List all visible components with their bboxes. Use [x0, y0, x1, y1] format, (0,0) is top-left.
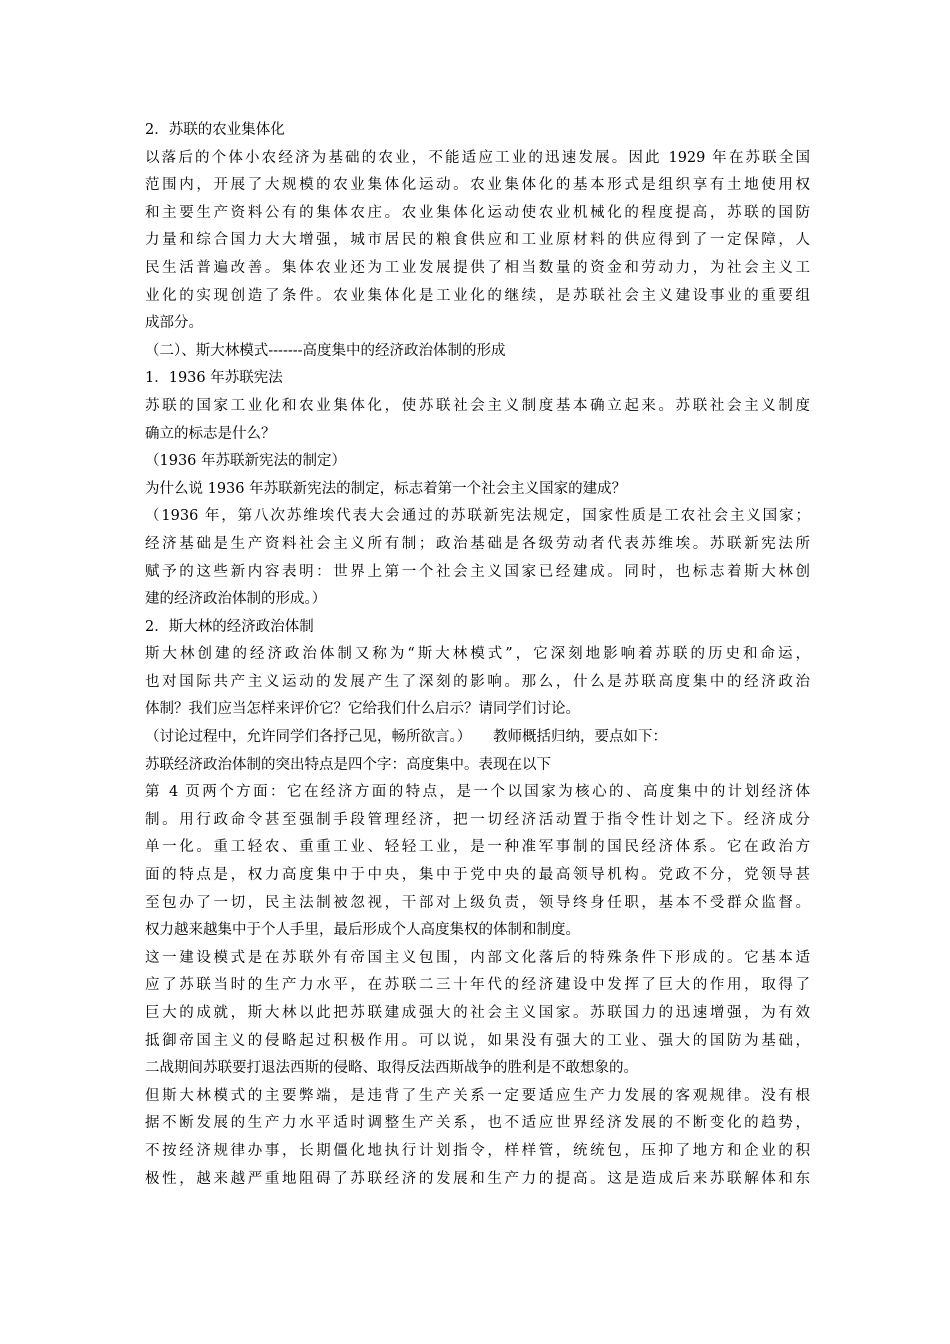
text-line: （1936 年苏联新宪法的制定）	[145, 453, 347, 470]
text-line: 业化的实现创造了条件。农业集体化是工业化的继续，是苏联社会主义建设事业的重要组	[145, 287, 810, 304]
document-page	[145, 117, 810, 1193]
text-line: 苏联经济政治体制的突出特点是四个字：高度集中。表现在以下	[145, 756, 551, 773]
text-line: 巨大的成就，斯大林以此把苏联建成强大的社会主义国家。苏联国力的迅速增强，为有效	[145, 1005, 810, 1021]
text-line: 极性，越来越严重地阻碍了苏联经济的发展和生产力的提高。这是造成后来苏联解体和东	[145, 1170, 810, 1187]
text-line: 但斯大林模式的主要弊端，是违背了生产关系一定要适应生产力发展的客观规律。没有根	[145, 1087, 810, 1104]
text-line: 制。用行政命令甚至强制手段管理经济，把一切经济活动置于指令性计划之下。经济成分	[145, 811, 810, 828]
text-line: （1936 年，第八次苏维埃代表大会通过的苏联新宪法规定，国家性质是工农社会主义国家；	[145, 508, 810, 525]
text-line: 建的经济政治体制的形成。）	[145, 591, 327, 608]
text-line: 力量和综合国力大大增强，城市居民的粮食供应和工业原材料的供应得到了一定保障，人	[145, 232, 810, 249]
text-line: 成部分。	[145, 315, 203, 332]
text-line: 和主要生产资料公有的集体农庄。农业集体化运动使农业机械化的程度提高，苏联的国防	[145, 204, 810, 221]
text-line: 2．苏联的农业集体化	[145, 122, 285, 138]
text-line: 抵御帝国主义的侵略起过积极作用。可以说，如果没有强大的工业、强大的国防为基础，	[145, 1032, 810, 1049]
text-line: 苏联的国家工业化和农业集体化，使苏联社会主义制度基本确立起来。苏联社会主义制度	[145, 397, 810, 414]
text-line: 体制？我们应当怎样来评价它？它给我们什么启示？请同学们讨论。	[145, 701, 580, 718]
text-line: 确立的标志是什么？	[145, 425, 276, 442]
text-line: 应了苏联当时的生产力水平，在苏联二三十年代的经济建设中发挥了巨大的作用，取得了	[145, 977, 810, 994]
text-line: 2．斯大林的经济政治体制	[145, 618, 314, 635]
text-line: 经济基础是生产资料社会主义所有制；政治基础是各级劳动者代表苏维埃。苏联新宪法所	[145, 535, 810, 552]
text-line: 1．1936 年苏联宪法	[145, 370, 283, 387]
text-line: 面的特点是，权力高度集中于中央，集中于党中央的最高领导机构。党政不分，党领导甚	[145, 867, 810, 884]
text-line: 范围内，开展了大规模的农业集体化运动。农业集体化的基本形式是组织享有土地使用权	[145, 177, 810, 194]
text-line: 单一化。重工轻农、重重工业、轻轻工业，是一种准军事制的国民经济体系。它在政治方	[145, 839, 810, 856]
text-line: 以落后的个体小农经济为基础的农业，不能适应工业的迅速发展。因此 1929 年在苏联全国	[145, 149, 810, 166]
text-line: （二）、斯大林模式-------高度集中的经济政治体制的形成	[145, 342, 506, 359]
text-line: 也对国际共产主义运动的发展产生了深刻的影响。那么，什么是苏联高度集中的经济政治	[145, 673, 810, 690]
text-line: 斯大林创建的经济政治体制又称为“斯大林模式”，它深刻地影响着苏联的历史和命运，	[145, 646, 810, 663]
text-line: 据不断发展的生产力水平适时调整生产关系，也不适应世界经济发展的不断变化的趋势，	[145, 1115, 810, 1132]
text-line: 民生活普遍改善。集体农业还为工业发展提供了相当数量的资金和劳动力，为社会主义工	[145, 259, 810, 276]
text-line: 二战期间苏联要打退法西斯的侵略、取得反法西斯战争的胜利是不敢想象的。	[145, 1060, 638, 1077]
text-line: 赋予的这些新内容表明：世界上第一个社会主义国家已经建成。同时，也标志着斯大林创	[145, 563, 810, 580]
text-line: （讨论过程中，允许同学们各抒己见，畅所欲言。） 教师概括归纳，要点如下：	[145, 729, 667, 746]
text-line: 第 4 页两个方面：它在经济方面的特点，是一个以国家为核心的、高度集中的计划经济体	[145, 784, 810, 801]
text-line: 为什么说 1936 年苏联新宪法的制定，标志着第一个社会主义国家的建成？	[145, 480, 627, 497]
text-line: 权力越来越集中于个人手里，最后形成个人高度集权的体制和制度。	[145, 922, 580, 939]
text-line: 这一建设模式是在苏联外有帝国主义包围，内部文化落后的特殊条件下形成的。它基本适	[145, 949, 810, 966]
text-line: 不按经济规律办事，长期僵化地执行计划指令，样样管，统统包，压抑了地方和企业的积	[145, 1142, 810, 1159]
text-line: 至包办了一切，民主法制被忽视，干部对上级负责，领导终身任职，基本不受群众监督。	[145, 894, 810, 911]
